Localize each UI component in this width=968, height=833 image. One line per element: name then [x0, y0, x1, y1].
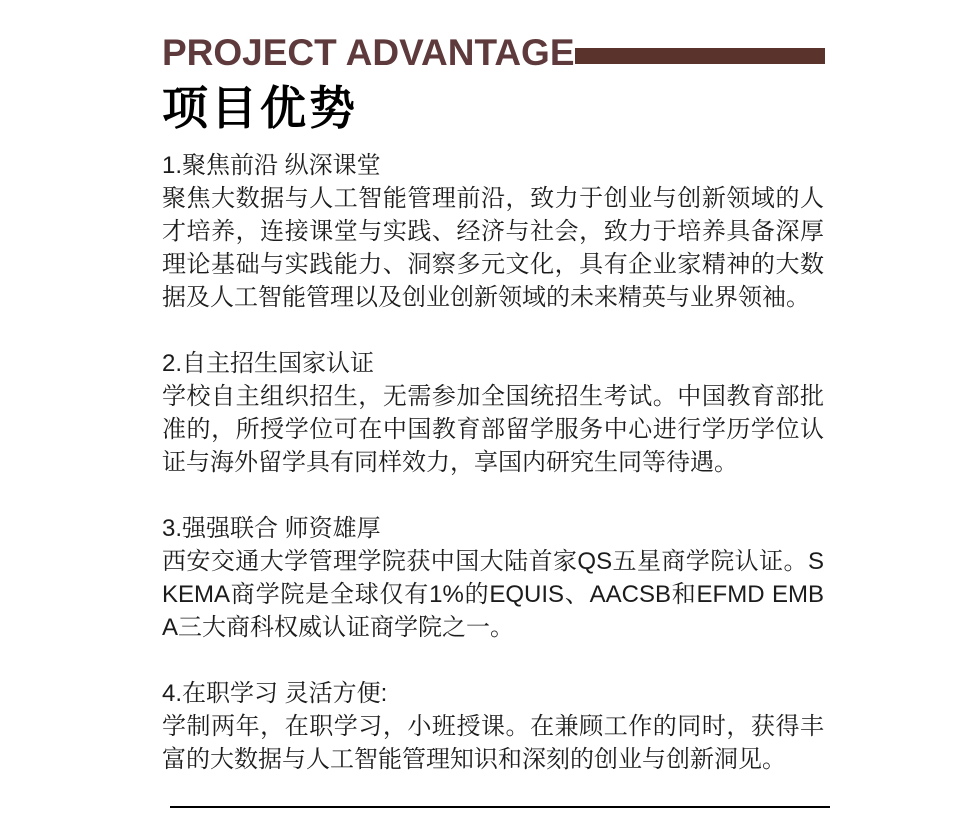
- advantage-list: [162, 149, 824, 776]
- advantage-body: 学校自主组织招生，无需参加全国统招生考试。中国教育部批准的，所授学位可在中国教育部留学服务中心进行学历学位认证与海外留学具有同样效力，享国内研究生同等待遇。: [162, 383, 824, 476]
- advantage-item-3: [162, 512, 824, 644]
- title-english: PROJECT ADVANTAGE: [162, 32, 575, 73]
- advantage-body: 西安交通大学管理学院获中国大陆首家QS五星商学院认证。SKEMA商学院是全球仅有1%的EQUIS、AACSB和EFMD EMBA三大商科权威认证商学院之一。: [162, 548, 824, 641]
- advantage-heading: 2.自主招生国家认证: [162, 350, 375, 377]
- advantage-heading: 1.聚焦前沿 纵深课堂: [162, 152, 381, 179]
- page-title: 项目优势: [162, 82, 358, 134]
- section-header: [162, 30, 824, 76]
- advantage-heading: 4.在职学习 灵活方便:: [162, 680, 388, 707]
- advantage-heading: 3.强强联合 师资雄厚: [162, 515, 381, 542]
- advantage-item-4: [162, 677, 824, 776]
- advantage-item-2: [162, 347, 824, 479]
- advantage-body: 学制两年，在职学习，小班授课。在兼顾工作的同时，获得丰富的大数据与人工智能管理知识和深刻的创业与创新洞见。: [162, 713, 824, 773]
- advantage-item-1: [162, 149, 824, 314]
- title-accent-bar: [575, 48, 825, 64]
- advantage-body: 聚焦大数据与人工智能管理前沿，致力于创业与创新领域的人才培养，连接课堂与实践、经济与社会，致力于培养具备深厚理论基础与实践能力、洞察多元文化，具有企业家精神的大数据及人工智能管理以及创业创新领域的未来精英与业界领袖。: [162, 185, 824, 311]
- bottom-divider: [170, 806, 830, 808]
- page-content: [162, 0, 824, 809]
